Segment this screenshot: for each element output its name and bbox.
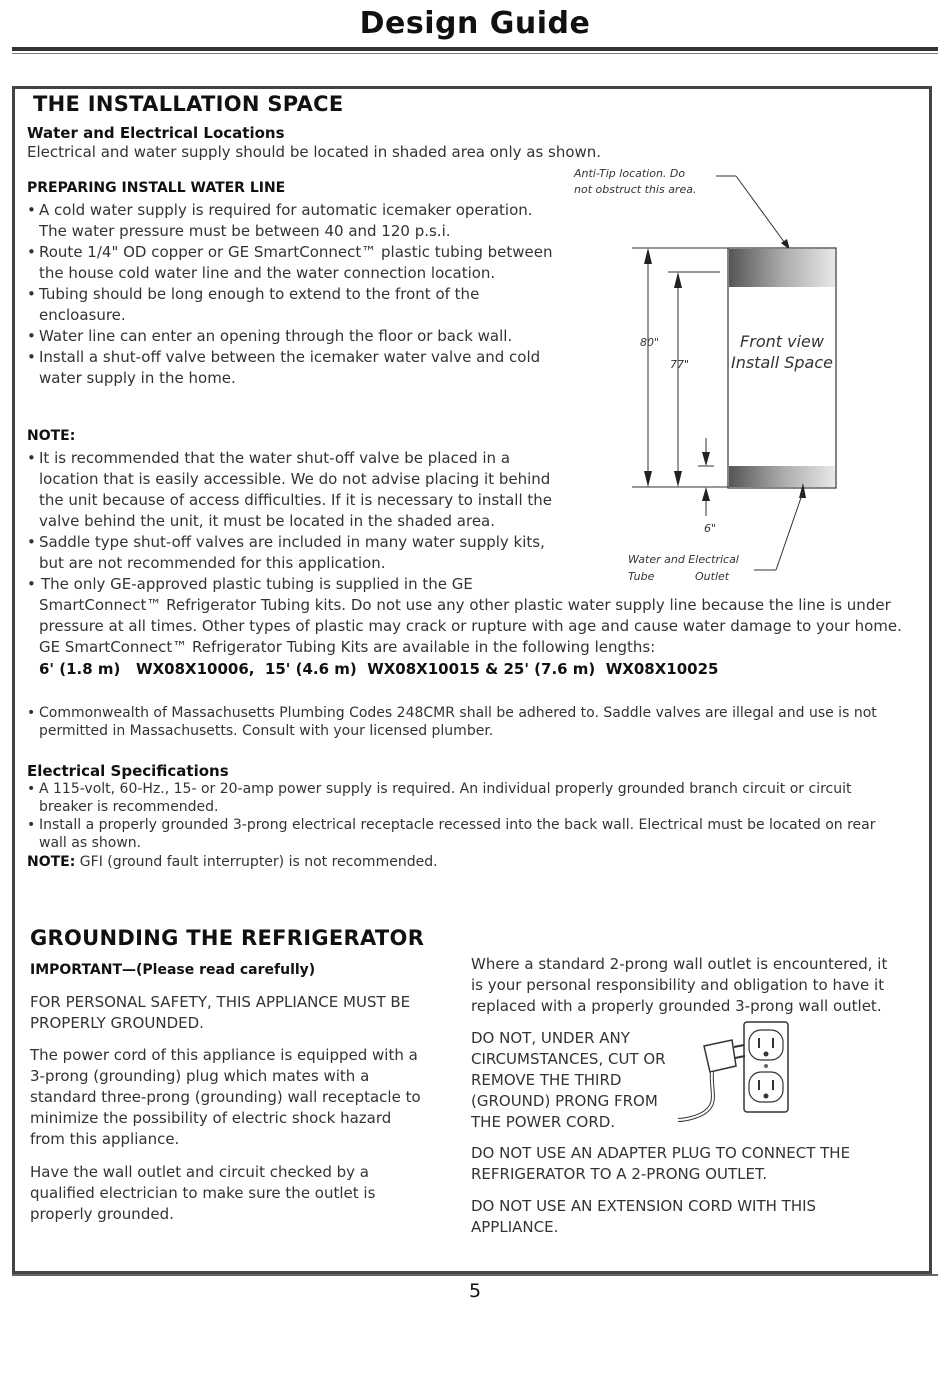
list-item: • Install a shut-off valve between the icemaker water valve and cold water supply in the home. (25, 347, 565, 389)
dim-77-arrow-down (674, 471, 682, 487)
list-item: • Saddle type shut-off valves are included in many water supply kits, but are not recommended for this application. (25, 532, 565, 574)
important-heading: IMPORTANT—(Please read carefully) (30, 962, 316, 978)
tube-label: Tube (628, 570, 655, 583)
preparing-list (25, 200, 565, 389)
dim-80-arrow-up (644, 248, 652, 264)
dim-6-label: 6" (704, 522, 717, 535)
cord-paragraph: The power cord of this appliance is equipped with a 3-prong (grounding) plug which mates with a standard three-prong (grounding) wall receptacle to minimize the possibility of electric shock hazard from this appliance. (30, 1046, 421, 1148)
dim-6-arrow-up (702, 487, 710, 501)
bullet: • (27, 575, 36, 593)
list-item: • A 115-volt, 60-Hz., 15- or 20-amp power supply is required. An individual properly grounded branch circuit or circuit breaker is recommended. (25, 780, 905, 816)
do-not-extension-text: DO NOT USE AN EXTENSION CORD WITH THIS APPLIANCE. (471, 1197, 817, 1236)
title-rule (12, 47, 938, 51)
note-list (25, 448, 565, 574)
do-not-adapter-text: DO NOT USE AN ADAPTER PLUG TO CONNECT THE REFRIGERATOR TO A 2-PRONG OUTLET. (471, 1144, 851, 1183)
tubing-item-b: SmartConnect™ Refrigerator Tubing kits. Do not use any other plastic water supply line because the line is under pressure at all times. Other types of plastic may crack or rupture with age and cause water damage to your home. GE SmartConnect™ Refrigerator Tubing Kits are available in the following lengths: (39, 596, 902, 656)
electrical-list (25, 780, 905, 852)
dim-80-arrow-down (644, 471, 652, 487)
list-item: • It is recommended that the water shut-off valve be placed in a location that is easily accessible. We do not advise placing it behind the unit because of access difficulties. If it is necessary to install the valve behind the unit, it must be located in the shaded area. (25, 448, 565, 532)
grounding-heading: GROUNDING THE REFRIGERATOR (30, 926, 425, 950)
water-electrical-leader (776, 492, 803, 570)
water-electrical-label: Water and Electrical (628, 553, 739, 566)
frame-bottom-rule (12, 1274, 938, 1276)
anti-tip-shaded-area (729, 249, 835, 287)
page-number: 5 (468, 1280, 482, 1302)
page-title: Design Guide (359, 6, 591, 41)
water-electrical-shaded-area (729, 466, 835, 487)
check-paragraph: Have the wall outlet and circuit checked by a qualified electrician to make sure the outlet is properly grounded. (30, 1163, 376, 1223)
anti-tip-label-line2: not obstruct this area. (574, 183, 697, 196)
power-cord-icon (678, 1072, 713, 1120)
locations-heading: Water and Electrical Locations (27, 124, 285, 142)
dim-6-arrow-down (702, 452, 710, 466)
anti-tip-leader (736, 176, 790, 250)
front-view-label: Front view (740, 332, 824, 351)
electrical-note-text: GFI (ground fault interrupter) is not recommended. (75, 854, 438, 870)
electrical-note-label: NOTE: (27, 854, 76, 870)
plug-icon (704, 1040, 736, 1072)
dim-80-label: 80" (640, 336, 660, 349)
tubing-item-start (25, 574, 585, 595)
tubing-lengths: 6' (1.8 m) WX08X10006, 15' (4.6 m) WX08X10015 & 25' (7.6 m) WX08X10025 (39, 660, 719, 678)
anti-tip-label-line1: Anti-Tip location. Do (574, 167, 686, 180)
install-space-label: Install Space (730, 353, 834, 372)
note-heading: NOTE: (27, 428, 76, 444)
dim-77-label: 77" (670, 358, 690, 371)
list-item: • Route 1/4" OD copper or GE SmartConnect™ plastic tubing between the house cold water line and the water connection location. (25, 242, 565, 284)
list-item: • A cold water supply is required for automatic icemaker operation. The water pressure must be between 40 and 120 p.s.i. (25, 200, 565, 242)
dim-77-arrow-up (674, 272, 682, 288)
tubing-item-a: The only GE-approved plastic tubing is supplied in the GE (41, 575, 473, 593)
do-not-cut-text: DO NOT, UNDER ANY CIRCUMSTANCES, CUT OR REMOVE THE THIRD (GROUND) PRONG FROM THE POWER CORD. (471, 1029, 666, 1131)
electrical-note (27, 853, 907, 871)
outlet-label: Outlet (695, 570, 730, 583)
electrical-heading: Electrical Specifications (27, 762, 229, 780)
list-item: • Commonwealth of Massachusetts Plumbing Codes 248CMR shall be adhered to. Saddle valves are illegal and use is not permitted in Massachusetts. Consult with your licensed plumber. (25, 704, 905, 740)
massachusetts-list (25, 704, 905, 740)
list-item: • Water line can enter an opening through the floor or back wall. (25, 326, 565, 347)
grounded-plug-outlet-illustration (676, 1020, 796, 1130)
install-space-diagram (560, 160, 860, 600)
list-item: • Tubing should be long enough to extend to the front of the encloasure. (25, 284, 565, 326)
locations-text: Electrical and water supply should be located in shaded area only as shown. (27, 143, 602, 161)
title-rule-thin (12, 53, 938, 54)
two-prong-paragraph: Where a standard 2-prong wall outlet is encountered, it is your personal responsibility and obligation to have it replaced with a properly grounded 3-prong wall outlet. (471, 955, 888, 1015)
list-item: • Install a properly grounded 3-prong electrical receptacle recessed into the back wall. Electrical must be located on rear wall as shown. (25, 816, 905, 852)
preparing-heading: PREPARING INSTALL WATER LINE (27, 180, 286, 196)
safety-text: FOR PERSONAL SAFETY, THIS APPLIANCE MUST BE PROPERLY GROUNDED. (30, 993, 411, 1032)
installation-heading: THE INSTALLATION SPACE (33, 92, 344, 116)
